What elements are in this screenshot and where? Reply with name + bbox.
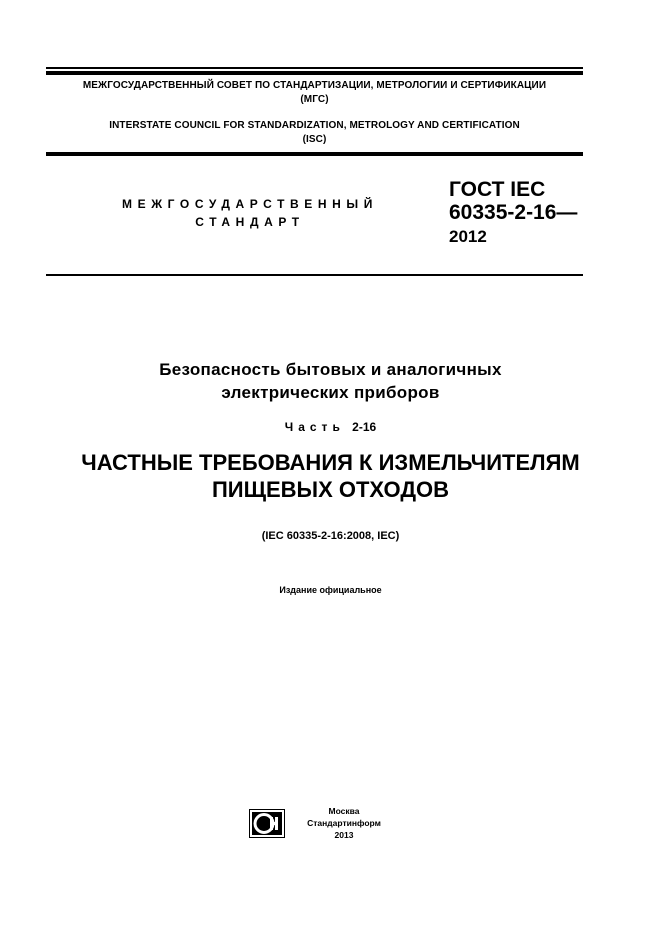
standard-type-line2: СТАНДАРТ [195,215,305,229]
council-en-line1: INTERSTATE COUNCIL FOR STANDARDIZATION, METROLOGY AND CERTIFICATION [109,120,520,131]
publisher-year: 2013 [334,830,354,840]
standard-code-line1: ГОСТ IEC [449,178,546,201]
standard-bottom-rule [46,274,583,276]
standard-type-line1: МЕЖГОСУДАРСТВЕННЫЙ [122,197,378,211]
title-line1: Безопасность бытовых и аналогичных [159,360,502,379]
council-ru-line2: (МГС) [300,94,329,105]
top-rule-thick [46,71,583,75]
standard-code-line3: 2012 [449,227,487,246]
title-line2: электрических приборов [221,383,440,402]
council-en-line2: (ISC) [302,134,327,145]
top-rule-thin [46,67,583,69]
part-heading [0,420,661,434]
publisher-city: Москва [328,806,360,816]
reference-standard: (IEC 60335-2-16:2008, IEC) [261,530,400,542]
header-bottom-rule [46,152,583,156]
standartinform-logo-icon [249,809,285,838]
part-number: 2-16 [352,420,377,434]
part-label: Часть [284,420,345,434]
council-ru-line1: МЕЖГОСУДАРСТВЕННЫЙ СОВЕТ ПО СТАНДАРТИЗАЦИИ, МЕТРОЛОГИИ И СЕРТИФИКАЦИИ [82,80,547,91]
main-title-line1: ЧАСТНЫЕ ТРЕБОВАНИЯ К ИЗМЕЛЬЧИТЕЛЯМ [81,450,580,475]
publisher-name: Стандартинформ [307,818,381,828]
edition-note: Издание официальное [279,585,382,595]
publisher-block [296,805,392,841]
standard-code-line2: 60335-2-16— [449,201,578,224]
main-title-line2: ПИЩЕВЫХ ОТХОДОВ [211,477,450,502]
